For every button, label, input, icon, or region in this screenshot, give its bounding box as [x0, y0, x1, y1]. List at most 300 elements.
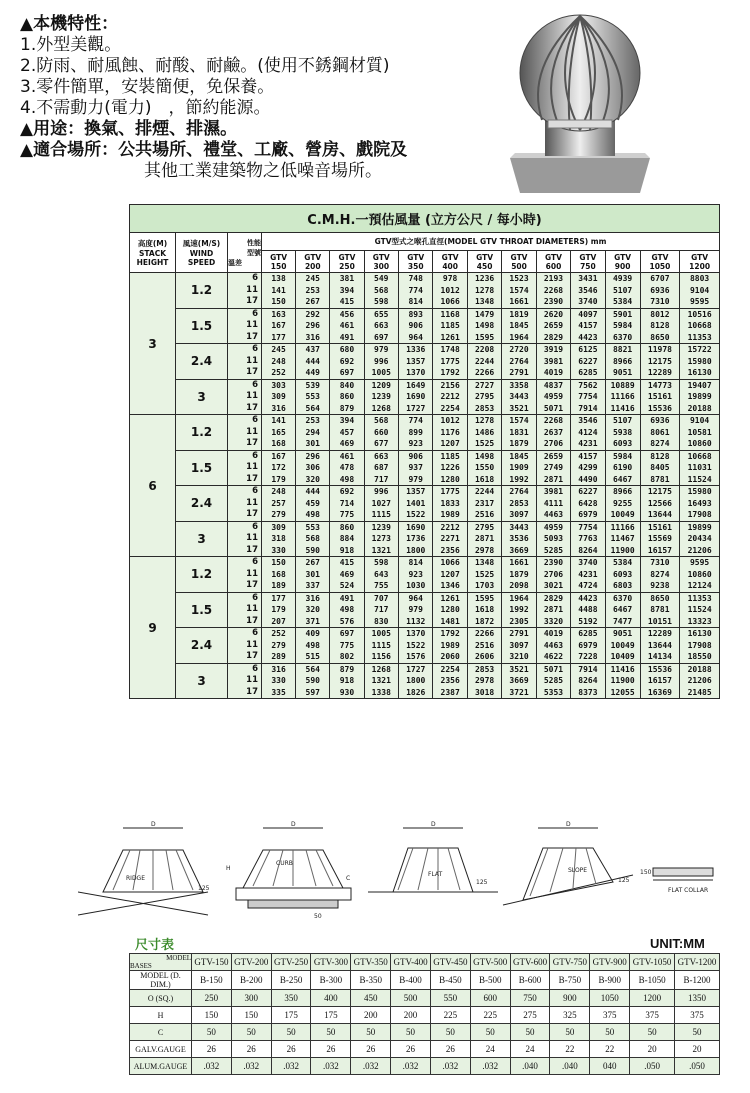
airflow-value: 1226 — [440, 463, 460, 472]
dim-cell: 375 — [675, 1007, 720, 1024]
airflow-cell — [399, 663, 433, 699]
places-line: ▲適合場所：公共場所、禮堂、工廠、營房、戲院及 — [20, 140, 408, 160]
wind-speed-cell: 1.5 — [176, 308, 228, 344]
airflow-cell — [262, 308, 296, 344]
airflow-cell — [467, 557, 501, 593]
airflow-value: 687 — [374, 463, 389, 472]
temp-diff-cell — [228, 344, 262, 380]
airflow-value: 5071 — [543, 664, 564, 674]
airflow-value: 6093 — [612, 439, 633, 448]
wind-speed-cell: 3 — [176, 521, 228, 557]
airflow-cell — [262, 628, 296, 664]
temp-diff-cell — [228, 450, 262, 486]
airflow-value: 2254 — [440, 664, 460, 674]
airflow-value: 292 — [305, 309, 320, 319]
airflow-value: 294 — [305, 427, 320, 437]
wind-speed-cell: 2.4 — [176, 344, 228, 380]
airflow-cell — [467, 415, 501, 451]
airflow-value: 2727 — [474, 380, 495, 390]
airflow-value: 1845 — [509, 451, 529, 461]
dim-row — [130, 1007, 720, 1024]
airflow-value: 1336 — [406, 345, 426, 354]
airflow-value: 4463 — [543, 510, 564, 519]
airflow-value: 7914 — [578, 403, 598, 413]
airflow-cell — [262, 415, 296, 451]
airflow-value: 1185 — [440, 321, 460, 330]
airflow-value: 8128 — [650, 451, 670, 461]
airflow-value: 1690 — [406, 392, 426, 401]
airflow-value: 923 — [408, 569, 423, 579]
airflow-value: 1661 — [509, 297, 529, 306]
airflow-value: 207 — [271, 616, 286, 626]
airflow-value: 8061 — [650, 427, 670, 437]
table-row — [130, 592, 720, 628]
airflow-value: 1831 — [509, 427, 529, 437]
dim-cell: 50 — [470, 1024, 510, 1041]
airflow-value: 598 — [374, 297, 389, 306]
airflow-cell — [364, 415, 398, 451]
airflow-value: 1273 — [371, 534, 391, 543]
airflow-value: 1736 — [406, 534, 426, 543]
temp-diff-cell — [228, 379, 262, 415]
dim-cell: 350 — [271, 990, 311, 1007]
dim-cell: GTV-200 — [231, 954, 271, 971]
table-row — [130, 557, 720, 593]
temp-value: 11 — [246, 533, 258, 543]
airflow-value: 5107 — [612, 285, 633, 295]
airflow-value: 643 — [374, 569, 389, 579]
airflow-cell — [296, 486, 330, 522]
airflow-value: 1348 — [474, 558, 495, 567]
airflow-value: 4959 — [543, 392, 564, 401]
airflow-value: 680 — [339, 345, 355, 354]
dim-cell: 040 — [590, 1058, 630, 1075]
airflow-value: 168 — [271, 439, 286, 448]
airflow-value: 252 — [271, 368, 286, 377]
airflow-value: 21206 — [687, 676, 712, 685]
airflow-cell — [605, 344, 640, 380]
airflow-cell — [399, 628, 433, 664]
dim-cell: .050 — [630, 1058, 675, 1075]
airflow-value: 330 — [271, 545, 286, 555]
airflow-value: 879 — [339, 403, 355, 413]
airflow-value: 964 — [408, 332, 423, 342]
airflow-value: 337 — [305, 581, 320, 590]
airflow-value: 13644 — [647, 640, 672, 650]
airflow-cell — [330, 415, 364, 451]
airflow-value: 6285 — [578, 368, 598, 377]
airflow-cell — [502, 344, 536, 380]
airflow-value: 2356 — [440, 676, 460, 685]
airflow-cell — [640, 308, 680, 344]
airflow-value: 1992 — [509, 605, 529, 614]
dim-cell: B-500 — [470, 971, 510, 990]
model-label: 型號 — [247, 248, 261, 257]
dim-cell: B-600 — [510, 971, 550, 990]
airflow-value: 707 — [374, 593, 389, 603]
airflow-value: 3521 — [509, 664, 529, 674]
airflow-value: 553 — [305, 522, 320, 532]
airflow-value: 330 — [271, 676, 286, 685]
model-header-cell: GTV 300 — [364, 251, 398, 273]
airflow-value: 2212 — [440, 392, 460, 401]
perf-label: 性能 — [247, 238, 261, 247]
wind-speed-cell: 1.2 — [176, 273, 228, 309]
airflow-value: 590 — [305, 545, 320, 555]
airflow-value: 1775 — [440, 356, 460, 366]
temp-value: 6 — [252, 379, 258, 390]
temp-value: 11 — [246, 426, 258, 437]
airflow-value: 15980 — [687, 356, 712, 366]
airflow-cell — [262, 486, 296, 522]
airflow-cell — [571, 308, 605, 344]
temp-value: 17 — [246, 544, 258, 555]
stack-height-header: 高度(M) STACK HEIGHT — [130, 233, 176, 273]
airflow-value: 8803 — [689, 274, 710, 283]
temp-value: 6 — [252, 663, 258, 674]
temp-value: 11 — [246, 355, 258, 366]
airflow-value: 253 — [305, 416, 320, 425]
airflow-value: 16157 — [647, 676, 672, 685]
airflow-value: 5984 — [612, 451, 633, 461]
dim-row-label: C — [130, 1024, 192, 1041]
airflow-value: 19407 — [687, 380, 712, 390]
airflow-value: 15722 — [687, 345, 712, 354]
airflow-value: 1268 — [371, 664, 391, 674]
dim-cell: 50 — [231, 1024, 271, 1041]
airflow-value: 1348 — [474, 297, 495, 306]
airflow-cell — [536, 557, 570, 593]
airflow-value: 335 — [271, 687, 286, 697]
airflow-value: 461 — [339, 321, 355, 330]
airflow-cell — [467, 628, 501, 664]
airflow-cell — [536, 628, 570, 664]
airflow-value: 6125 — [578, 345, 598, 354]
airflow-value: 20434 — [687, 534, 712, 543]
airflow-value: 8012 — [650, 309, 670, 319]
airflow-cell — [433, 592, 467, 628]
airflow-value: 802 — [339, 652, 355, 661]
temp-label: 溫差 — [228, 258, 242, 267]
airflow-value: 597 — [305, 687, 320, 697]
airflow-cell — [571, 379, 605, 415]
airflow-value: 15536 — [647, 664, 672, 674]
dim-cell: 200 — [391, 1007, 431, 1024]
airflow-value: 7754 — [578, 392, 598, 401]
airflow-value: 1498 — [474, 321, 495, 330]
model-header-cell: GTV 900 — [605, 251, 640, 273]
dim-cell: 26 — [271, 1041, 311, 1058]
airflow-value: 3669 — [509, 545, 529, 555]
airflow-cell — [433, 557, 467, 593]
airflow-value: 568 — [305, 534, 320, 543]
airflow-value: 2659 — [543, 451, 564, 461]
airflow-value: 16130 — [687, 368, 712, 377]
airflow-value: 3669 — [509, 676, 529, 685]
airflow-value: 150 — [271, 558, 286, 567]
airflow-value: 309 — [271, 522, 286, 532]
airflow-value: 163 — [271, 309, 286, 319]
airflow-value: 21485 — [687, 687, 712, 697]
airflow-value: 2356 — [440, 545, 460, 555]
unit-label: UNIT:MM — [650, 936, 705, 951]
airflow-value: 11166 — [610, 522, 635, 532]
temp-value: 17 — [246, 686, 258, 697]
airflow-cell — [640, 592, 680, 628]
airflow-cell — [262, 521, 296, 557]
dim-cell: 175 — [311, 1007, 351, 1024]
airflow-value: 457 — [339, 427, 355, 437]
airflow-value: 2208 — [474, 345, 495, 354]
airflow-cell — [571, 450, 605, 486]
airflow-value: 2764 — [509, 487, 529, 496]
airflow-value: 5285 — [543, 676, 564, 685]
airflow-value: 697 — [339, 368, 355, 377]
airflow-value: 1727 — [406, 403, 426, 413]
airflow-value: 774 — [408, 416, 423, 425]
dim-row — [130, 971, 720, 990]
airflow-value: 1338 — [371, 687, 391, 697]
feature-item: 4.不需動力(電力) ，節約能源。 — [20, 98, 271, 118]
airflow-value: 1872 — [474, 616, 495, 626]
airflow-cell — [640, 379, 680, 415]
airflow-value: 515 — [305, 652, 320, 661]
airflow-cell — [640, 273, 680, 309]
airflow-value: 4488 — [578, 605, 598, 614]
airflow-value: 5192 — [578, 616, 598, 626]
airflow-value: 2156 — [440, 380, 460, 390]
airflow-value: 1207 — [440, 439, 460, 448]
airflow-cell — [262, 273, 296, 309]
airflow-cell — [605, 486, 640, 522]
airflow-value: 7763 — [578, 534, 598, 543]
airflow-value: 1156 — [371, 652, 391, 661]
airflow-value: 8373 — [578, 687, 598, 697]
airflow-value: 2853 — [474, 664, 495, 674]
airflow-value: 1989 — [440, 510, 460, 519]
dim-cell: B-350 — [351, 971, 391, 990]
airflow-cell — [536, 521, 570, 557]
dim-cell: 150 — [231, 1007, 271, 1024]
temp-value: 11 — [246, 568, 258, 579]
dim-cell: 500 — [391, 990, 431, 1007]
airflow-cell — [502, 663, 536, 699]
airflow-value: 415 — [339, 297, 355, 306]
table-row — [130, 379, 720, 415]
model-header-cell: GTV 500 — [502, 251, 536, 273]
airflow-value: 2659 — [543, 321, 564, 330]
airflow-value: 4724 — [578, 581, 598, 590]
temp-diff-cell — [228, 592, 262, 628]
airflow-cell — [640, 628, 680, 664]
airflow-cell — [502, 308, 536, 344]
table-title: C.M.H.一預估風量 (立方公尺 / 每小時) — [130, 205, 720, 233]
airflow-value: 189 — [271, 581, 286, 590]
dim-cell: 22 — [550, 1041, 590, 1058]
dim-cell: 50 — [550, 1024, 590, 1041]
airflow-value: 2254 — [440, 403, 460, 413]
airflow-value: 8781 — [650, 474, 670, 484]
airflow-value: 6467 — [612, 605, 633, 614]
airflow-value: 2853 — [509, 498, 529, 508]
airflow-value: 830 — [374, 616, 389, 626]
temp-diff-cell — [228, 663, 262, 699]
airflow-value: 2390 — [543, 297, 564, 306]
stack-height-cell: 3 — [130, 273, 176, 415]
temp-value: 17 — [246, 296, 258, 306]
airflow-value: 9104 — [689, 416, 710, 425]
dim-cell: 325 — [550, 1007, 590, 1024]
airflow-value: 978 — [442, 274, 458, 283]
airflow-value: 1239 — [371, 522, 391, 532]
dim-row-label: MODEL (D. DIM.) — [130, 971, 192, 990]
airflow-value: 1792 — [440, 368, 460, 377]
airflow-value: 2706 — [543, 569, 564, 579]
airflow-value: 7914 — [578, 664, 598, 674]
airflow-value: 459 — [305, 498, 320, 508]
airflow-cell — [536, 450, 570, 486]
airflow-value: 320 — [305, 474, 320, 484]
airflow-value: 2317 — [474, 498, 495, 508]
airflow-value: 564 — [305, 403, 320, 413]
airflow-value: 6227 — [578, 487, 598, 496]
airflow-value: 2871 — [474, 534, 495, 543]
airflow-value: 252 — [271, 629, 286, 638]
dim-cell: .050 — [675, 1058, 720, 1075]
airflow-cell — [571, 344, 605, 380]
airflow-value: 12175 — [647, 487, 672, 496]
airflow-cell — [605, 308, 640, 344]
airflow-value: 14773 — [647, 380, 672, 390]
dim-row — [130, 990, 720, 1007]
airflow-value: 8650 — [650, 332, 670, 342]
airflow-cell — [330, 344, 364, 380]
airflow-value: 5984 — [612, 321, 633, 330]
temp-value: 11 — [246, 604, 258, 614]
dim-125-ridge: 125 — [198, 885, 210, 892]
airflow-value: 1012 — [440, 416, 460, 425]
airflow-value: 20188 — [687, 403, 712, 413]
dim-row — [130, 1024, 720, 1041]
airflow-value: 3546 — [578, 416, 598, 425]
airflow-value: 2390 — [543, 558, 564, 567]
airflow-value: 1576 — [406, 652, 426, 661]
airflow-value: 11900 — [610, 676, 635, 685]
airflow-value: 697 — [374, 332, 389, 342]
airflow-value: 10049 — [610, 510, 635, 519]
airflow-cell — [433, 628, 467, 664]
temp-value: 6 — [252, 486, 258, 496]
airflow-value: 8264 — [578, 676, 598, 685]
dim-row — [130, 1058, 720, 1075]
dim-cell: 24 — [510, 1041, 550, 1058]
airflow-value: 1030 — [406, 581, 426, 590]
model-header-cell: GTV 150 — [262, 251, 296, 273]
airflow-value: 2266 — [474, 368, 495, 377]
dim-cell: GTV-300 — [311, 954, 351, 971]
airflow-value: 8128 — [650, 321, 670, 330]
airflow-value: 1239 — [371, 392, 391, 401]
airflow-value: 4490 — [578, 474, 598, 484]
table-row — [130, 663, 720, 699]
airflow-value: 775 — [339, 510, 355, 519]
airflow-value: 3740 — [578, 558, 598, 567]
gtv-header: GTV型式之喉孔直徑(MODEL GTV THROAT DIAMETERS) mm — [262, 233, 720, 251]
model-header-cell: GTV 350 — [399, 251, 433, 273]
airflow-value: 2749 — [543, 463, 564, 472]
airflow-value: 498 — [339, 474, 355, 484]
airflow-value: 5285 — [543, 545, 564, 555]
airflow-cell — [330, 486, 364, 522]
airflow-value: 3981 — [543, 356, 564, 366]
airflow-cell — [605, 628, 640, 664]
airflow-value: 2244 — [474, 487, 495, 496]
airflow-value: 172 — [271, 463, 286, 472]
airflow-value: 248 — [271, 356, 286, 366]
temp-value: 6 — [252, 521, 258, 532]
airflow-value: 267 — [305, 558, 320, 567]
dim-cell: B-450 — [430, 971, 470, 990]
airflow-cell — [605, 592, 640, 628]
airflow-value: 2829 — [543, 593, 564, 603]
airflow-value: 11031 — [687, 463, 712, 472]
airflow-value: 1278 — [474, 416, 495, 425]
airflow-value: 245 — [305, 274, 320, 283]
dim-cell: GTV-900 — [590, 954, 630, 971]
model-header-cell: GTV 1200 — [680, 251, 720, 273]
model-header-cell: GTV 1050 — [640, 251, 680, 273]
airflow-value: 179 — [271, 605, 286, 614]
airflow-value: 663 — [374, 451, 389, 461]
airflow-value: 8966 — [612, 356, 633, 366]
model-header-cell: GTV 200 — [296, 251, 330, 273]
stack-height-cell: 6 — [130, 415, 176, 557]
airflow-cell — [330, 450, 364, 486]
airflow-value: 1522 — [406, 510, 426, 519]
dim-cell: 175 — [271, 1007, 311, 1024]
airflow-value: 774 — [408, 285, 423, 295]
airflow-cell — [364, 273, 398, 309]
airflow-value: 3097 — [509, 510, 529, 519]
table-row — [130, 521, 720, 557]
airflow-cell — [296, 557, 330, 593]
airflow-value: 2978 — [474, 545, 495, 555]
temp-diff-cell — [228, 308, 262, 344]
usage-line: ▲用途：換氣、排煙、排濕。 — [20, 119, 238, 139]
airflow-cell — [262, 557, 296, 593]
airflow-value: 1964 — [509, 332, 529, 342]
airflow-value: 279 — [271, 510, 286, 519]
airflow-value: 1280 — [440, 474, 460, 484]
airflow-value: 1278 — [474, 285, 495, 295]
airflow-value: 1321 — [371, 676, 391, 685]
dim-cell: B-250 — [271, 971, 311, 990]
dim-cell: 26 — [311, 1041, 351, 1058]
airflow-cell — [571, 663, 605, 699]
airflow-cell — [433, 486, 467, 522]
dim-cell: 26 — [231, 1041, 271, 1058]
airflow-cell — [364, 308, 398, 344]
airflow-cell — [364, 521, 398, 557]
dim-cell: B-1200 — [675, 971, 720, 990]
dim-cell: GTV-1050 — [630, 954, 675, 971]
airflow-value: 177 — [271, 593, 286, 603]
airflow-value: 1992 — [509, 474, 529, 484]
airflow-value: 318 — [271, 534, 286, 543]
airflow-value: 4423 — [578, 593, 598, 603]
temp-value: 11 — [246, 675, 258, 685]
airflow-value: 6936 — [650, 285, 670, 295]
